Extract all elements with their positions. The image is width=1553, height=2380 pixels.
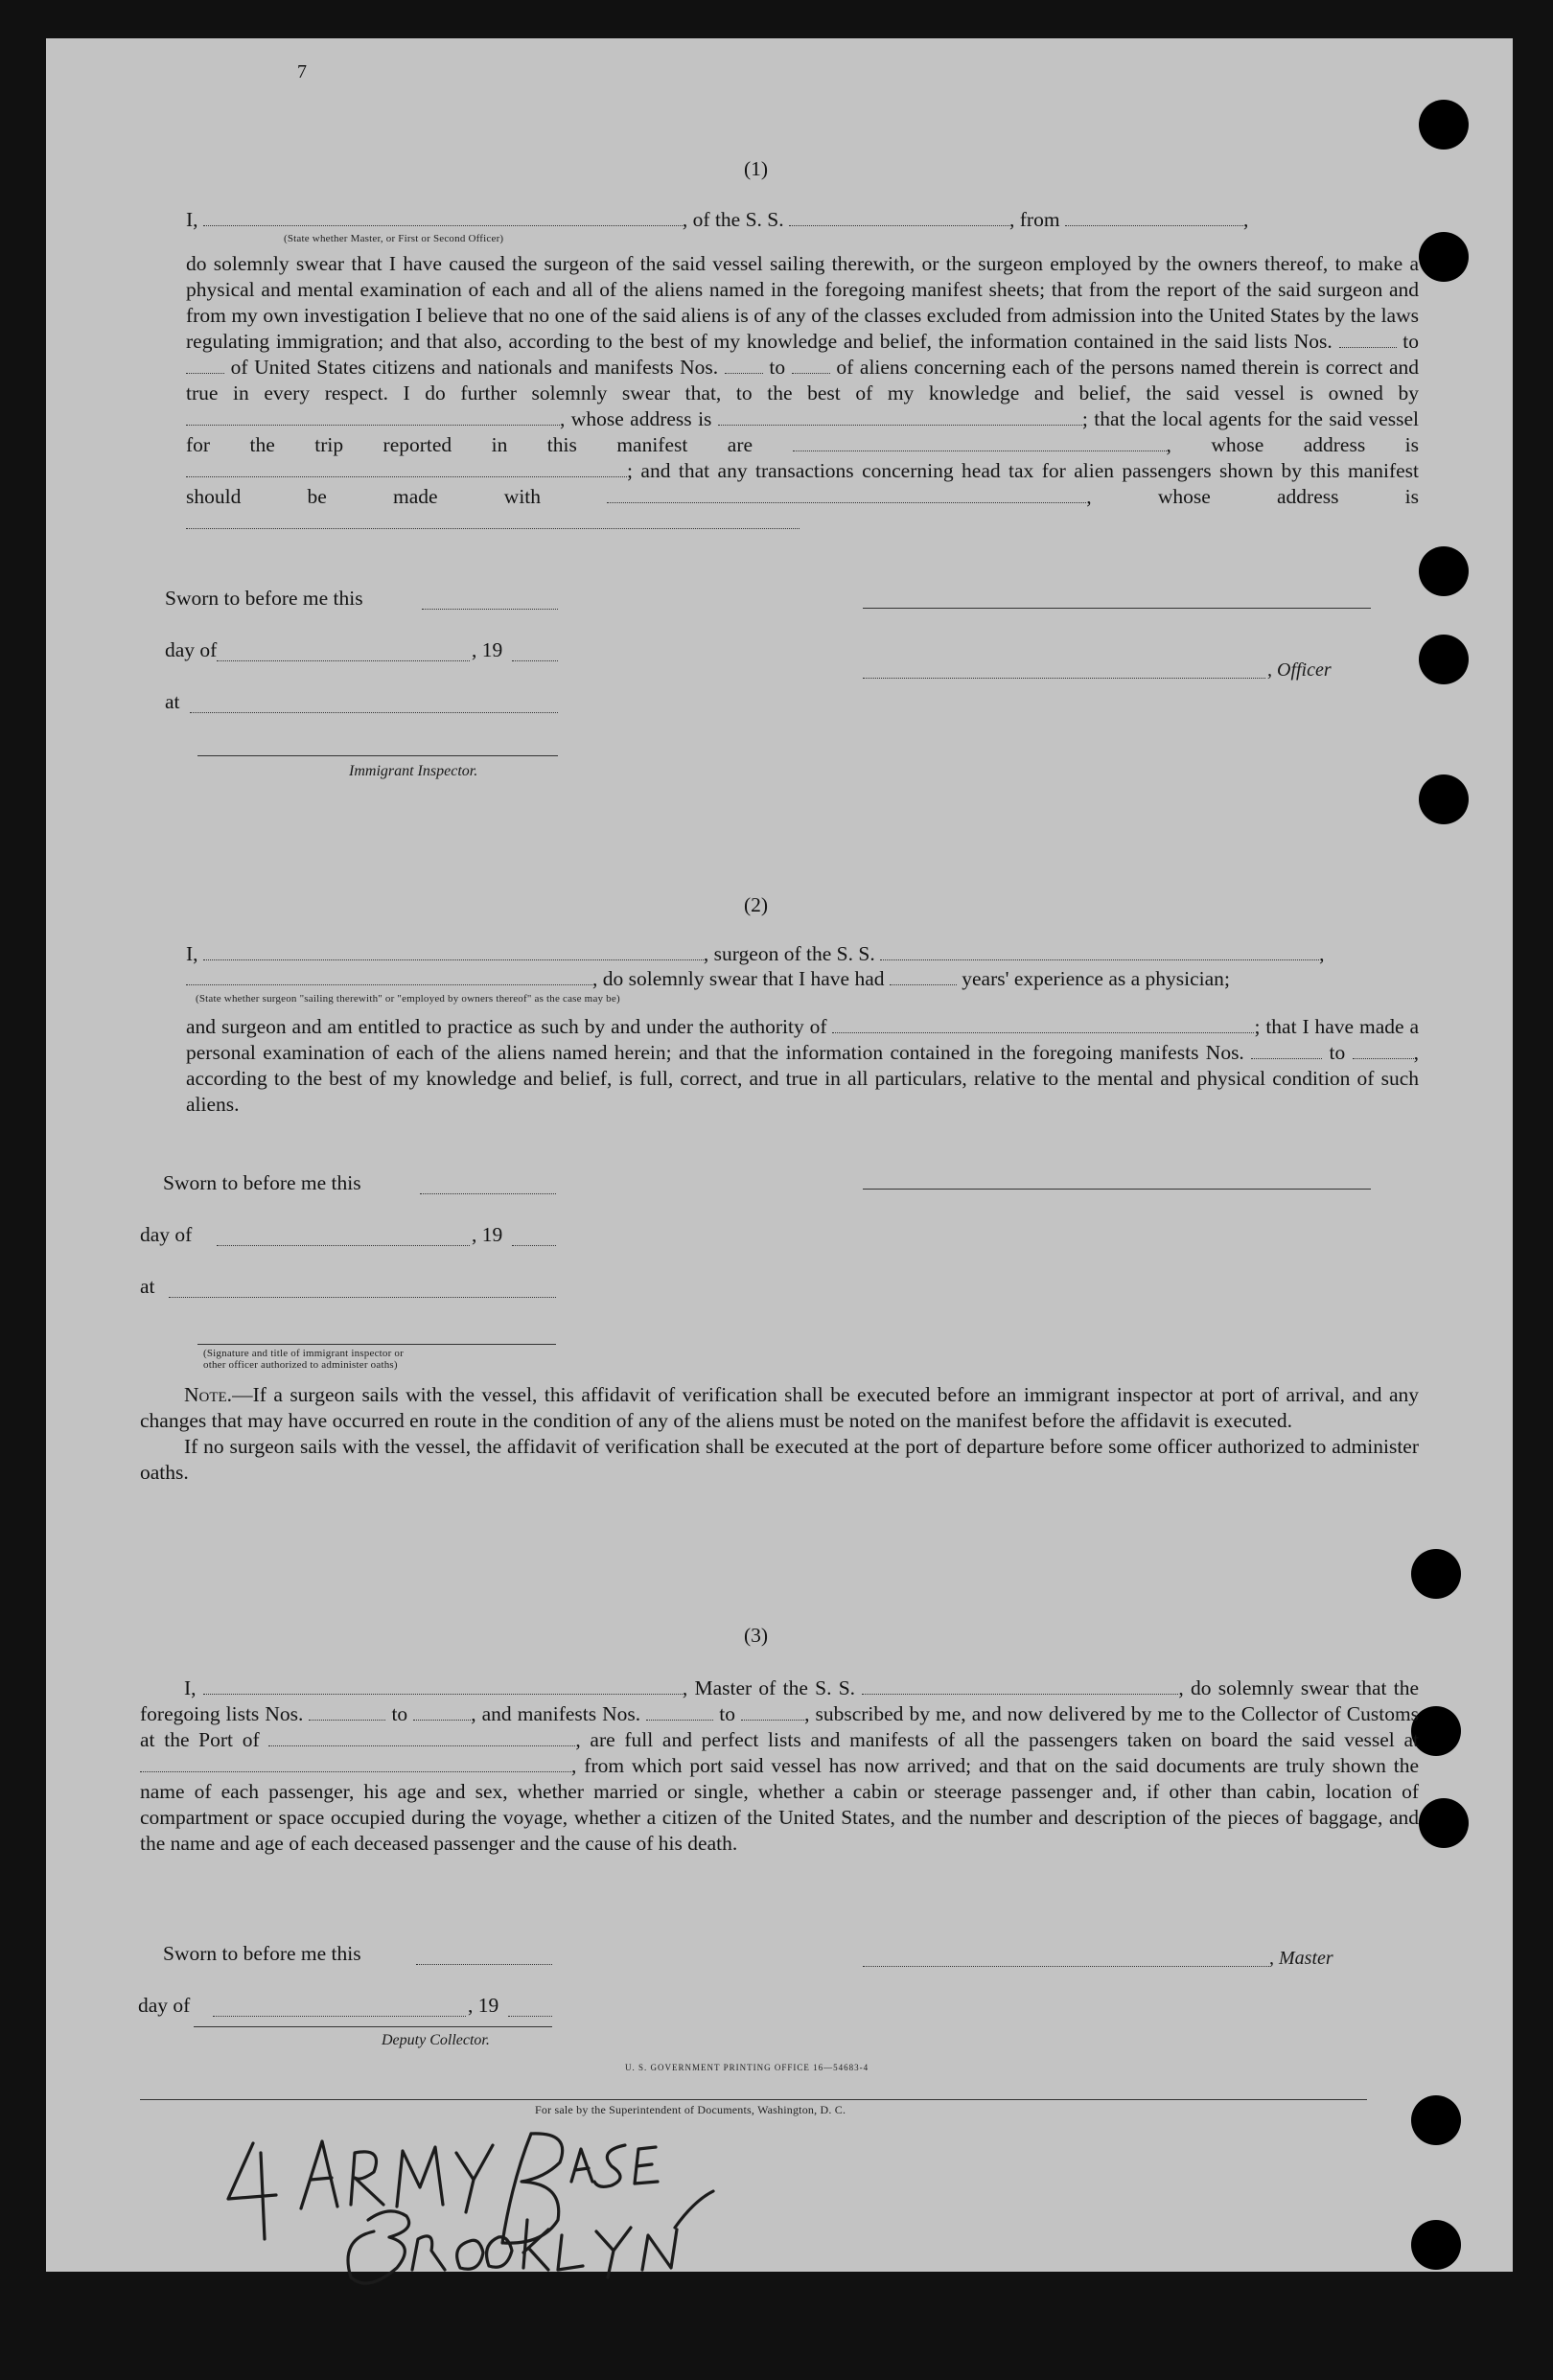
sworn-label-3: Sworn to before me this: [163, 1942, 361, 1965]
punch-hole-4: [1419, 635, 1469, 684]
s3-text-c: , do solemnly swear that the foregoing lists Nos.: [140, 1676, 1419, 1725]
s3-manifests-to-field[interactable]: [741, 1701, 804, 1721]
day-of-field-1[interactable]: [217, 642, 470, 661]
gpo-imprint: U. S. GOVERNMENT PRINTING OFFICE 16—54683-4: [625, 2063, 869, 2072]
s2-manifest-to-field[interactable]: [1353, 1040, 1414, 1059]
signature-caption-1: (Signature and title of immigrant inspector or: [203, 1348, 404, 1359]
punch-hole-6: [1411, 1549, 1461, 1599]
s2-text-d: , according to the best of my knowledge and belief, is full, correct, and true in all particulars, relative to the mental and physical condition of such aliens.: [186, 1041, 1419, 1116]
s3-text-i: , from which port said vessel has now arrived; and that on the said documents are truly shown the name of each passenger, his age and sex, whether married or single, whether a cabin or steerage passenger and, if other than cabin, location of compartment or space occupied during the voyage, whether a citizen of the United States, and the number and description of the pieces of baggage, and the name and age of each deceased passenger and the cause of his death.: [140, 1754, 1419, 1855]
s3-manifests-from-field[interactable]: [646, 1701, 713, 1721]
inspector-caption: Immigrant Inspector.: [349, 763, 478, 779]
body-text-d: to: [769, 356, 786, 379]
surgeon-of-ss-label: , surgeon of the S. S.: [703, 942, 875, 965]
lists-to-field[interactable]: [186, 355, 224, 374]
s3-text-b: , Master of the S. S.: [682, 1676, 856, 1699]
authority-field[interactable]: [832, 1014, 1254, 1033]
day-of-field-3[interactable]: [213, 1998, 466, 2017]
surgeon-status-field[interactable]: [186, 966, 592, 985]
manifests-from-field[interactable]: [725, 355, 763, 374]
administrator-signature-line[interactable]: [197, 1344, 556, 1345]
sale-notice: For sale by the Superintendent of Documents, Washington, D. C.: [535, 2103, 846, 2116]
section-3-number: (3): [744, 1624, 769, 1647]
comma-2: ,: [1319, 942, 1325, 965]
s3-text-g: , subscribed by me, and now delivered by me to the Collector of Customs at the Port of: [140, 1702, 1420, 1751]
note-text: —If a surgeon sails with the vessel, this affidavit of verification shall be executed before an immigrant inspector at port of arrival, and any changes that may have occurred en route in the condition of any of the aliens must be noted on the manifest before the affidavit is executed.: [140, 1383, 1419, 1432]
surgeon-name-field[interactable]: [203, 941, 704, 960]
head-tax-address-field[interactable]: [186, 510, 800, 529]
comma: ,: [1242, 208, 1249, 231]
years-label: years' experience as a physician: [962, 967, 1224, 990]
sworn-date-field-1[interactable]: [422, 590, 558, 610]
deputy-signature-line[interactable]: [194, 2026, 552, 2027]
sworn-date-field-2[interactable]: [420, 1175, 556, 1194]
year-label-1: , 19: [472, 638, 503, 661]
inspector-signature-line[interactable]: [197, 755, 558, 756]
year-label-3: , 19: [468, 1994, 499, 2017]
body-text-f: , whose address is: [560, 407, 712, 430]
manifests-to-field[interactable]: [792, 355, 830, 374]
signature-caption-2: other officer authorized to administer oaths): [203, 1359, 398, 1371]
owner-field[interactable]: [186, 406, 560, 426]
body-text-c: of United States citizens and nationals and manifests Nos.: [230, 356, 719, 379]
body-text-e: of aliens concerning each of the persons named therein is correct and true in every respect. I do further solemnly swear that, to the best of my knowledge and belief, the said vessel is owned by: [186, 356, 1420, 404]
s2-text-c: to: [1329, 1041, 1346, 1064]
s2-text-b: ; that I have made a personal examination of each of the aliens named herein; and that the information contained in the foregoing manifests Nos.: [186, 1015, 1420, 1064]
years-experience-field[interactable]: [890, 966, 957, 985]
owner-address-field[interactable]: [718, 406, 1082, 426]
deputy-caption: Deputy Collector.: [382, 2032, 490, 2048]
surgeon-signature-line[interactable]: [863, 1189, 1371, 1190]
officer-name-field[interactable]: [863, 659, 1265, 679]
punch-hole-2: [1419, 232, 1469, 282]
note-label: Note.: [184, 1383, 233, 1406]
master-name-field[interactable]: [203, 1675, 683, 1695]
at-label-2: at: [140, 1275, 155, 1298]
s3-text-e: , and manifests Nos.: [471, 1702, 641, 1725]
officer-rank-field[interactable]: [203, 207, 683, 226]
port-of-embarkation-field[interactable]: [140, 1753, 571, 1772]
officer-rank-caption: (State whether Master, or First or Second Officer): [284, 233, 504, 244]
at-label-1: at: [165, 690, 180, 713]
note-paragraph: [140, 1382, 1419, 1486]
s3-lists-to-field[interactable]: [413, 1701, 471, 1721]
master-vessel-field[interactable]: [862, 1675, 1178, 1695]
year-field-3[interactable]: [508, 1998, 552, 2017]
body-text-h: , whose address is: [1166, 433, 1419, 456]
from-label: , from: [1009, 208, 1060, 231]
s3-text-a: I,: [184, 1676, 197, 1699]
swear-label: , do solemnly swear that I have had: [592, 967, 885, 990]
form-page: [46, 38, 1513, 2272]
at-field-2[interactable]: [169, 1279, 556, 1298]
section-1-line1: [186, 207, 1419, 232]
year-field-1[interactable]: [512, 642, 558, 661]
agents-field[interactable]: [793, 432, 1167, 451]
agents-address-field[interactable]: [186, 458, 627, 477]
s2-manifest-from-field[interactable]: [1251, 1040, 1322, 1059]
body-text-a: do solemnly swear that I have caused the surgeon of the said vessel sailing therewith, or the surgeon employed by the owners thereof, to make a physical and mental examination of each and all of the aliens named in the foregoing manifest sheets; that from the report of the said surgeon and from my own investigation I believe that no one of the said aliens is of any of the classes excluded from admission into the United States by the laws regulating immigration; and that also, according to the best of my knowledge and belief, the information contained in the said lists Nos.: [186, 252, 1419, 353]
port-field[interactable]: [1065, 207, 1243, 226]
section-2-line2: [186, 966, 1230, 991]
body-text-g: ; that the local agents for the said vessel for the trip reported in this manifest are: [186, 407, 1419, 456]
at-field-1[interactable]: [190, 694, 558, 713]
officer-signature-line[interactable]: [863, 608, 1371, 609]
master-signature-field[interactable]: [863, 1948, 1269, 1967]
s3-text-d: to: [391, 1702, 408, 1725]
lists-from-field[interactable]: [1339, 329, 1397, 348]
day-of-field-2[interactable]: [217, 1227, 470, 1246]
i-label: I,: [186, 208, 198, 231]
handwritten-address: [215, 2124, 732, 2287]
punch-hole-10: [1411, 2220, 1461, 2270]
of-ss-label: , of the S. S.: [682, 208, 784, 231]
master-caption: , Master: [1269, 1948, 1333, 1969]
section-2-number: (2): [744, 893, 769, 916]
day-of-label-2: day of: [140, 1223, 193, 1246]
day-of-label-3: day of: [138, 1994, 191, 2017]
i-label-2: I,: [186, 942, 198, 965]
s3-lists-from-field[interactable]: [309, 1701, 385, 1721]
s3-text-f: to: [719, 1702, 736, 1725]
surgeon-vessel-field[interactable]: [880, 941, 1319, 960]
body-text-b: to: [1402, 330, 1420, 353]
body-text-j: , whose address is: [1086, 485, 1420, 508]
punch-hole-5: [1419, 774, 1469, 824]
head-tax-agent-field[interactable]: [607, 484, 1086, 503]
body-text-i: ; and that any transactions concerning head tax for alien passengers shown by this manifest should be made with: [186, 459, 1419, 508]
sworn-label-1: Sworn to before me this: [165, 587, 363, 610]
year-label-2: , 19: [472, 1223, 503, 1246]
sworn-label-2: Sworn to before me this: [163, 1171, 361, 1194]
port-of-arrival-field[interactable]: [268, 1727, 575, 1746]
section-1-number: (1): [744, 157, 769, 180]
section-2-body: [186, 1014, 1419, 1118]
note-2-text: If no surgeon sails with the vessel, the affidavit of verification shall be executed at the port of departure before some officer authorized to administer oaths.: [140, 1435, 1419, 1484]
surgeon-status-caption: (State whether surgeon "sailing therewith" or "employed by owners thereof" as the case may be): [196, 993, 620, 1005]
punch-hole-1: [1419, 100, 1469, 150]
section-3-body: [140, 1675, 1419, 1857]
punch-hole-9: [1411, 2095, 1461, 2145]
sworn-date-field-3[interactable]: [416, 1946, 552, 1965]
s3-text-h: , are full and perfect lists and manifests of all the passengers taken on board the said vessel at: [575, 1728, 1419, 1751]
officer-caption: , Officer: [1267, 659, 1332, 681]
section-1-body: [186, 251, 1419, 536]
vessel-name-field[interactable]: [789, 207, 1009, 226]
corner-mark: 7: [297, 61, 307, 82]
year-field-2[interactable]: [512, 1227, 556, 1246]
punch-hole-8: [1419, 1798, 1469, 1848]
semicolon-2: ;: [1223, 967, 1230, 990]
s2-text-a: and surgeon and am entitled to practice as such by and under the authority of: [186, 1015, 827, 1038]
footer-rule: [140, 2099, 1367, 2100]
day-of-label-1: day of: [165, 638, 218, 661]
section-2-line1: [186, 941, 1324, 966]
punch-hole-3: [1419, 546, 1469, 596]
